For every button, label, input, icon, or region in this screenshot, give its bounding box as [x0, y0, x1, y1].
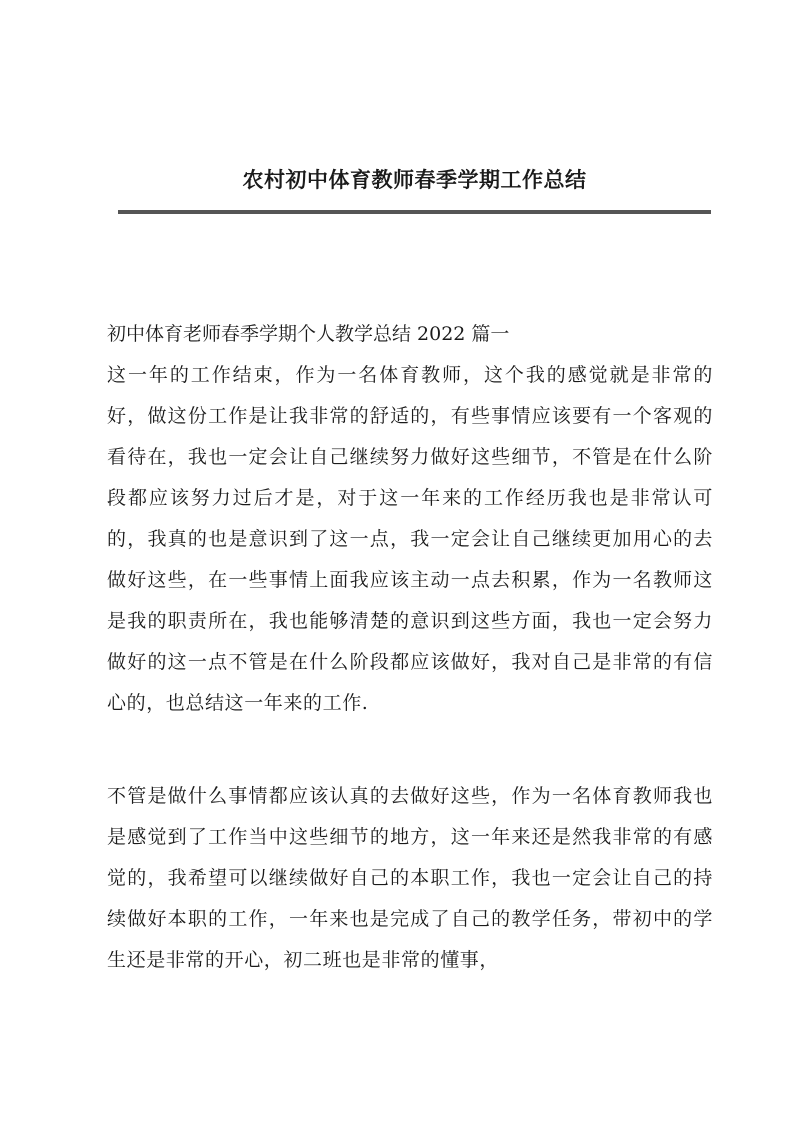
document-title: 农村初中体育教师春季学期工作总结: [242, 167, 587, 192]
paragraph-1: 这一年的工作结束，作为一名体育教师，这个我的感觉就是非常的好，做这份工作是让我非常的舒适的，有些事情应该要有一个客观的看待在，我也一定会让自己继续努力做好这些细节，不管是在什么阶段都应该努力过后才是，对于这一年来的工作经历我也是非常认可的，我真的也是意识到了这一点，我一定会让自己继续更加用心的去做好这些，在一些事情上面我应该主动一点去积累，作为一名教师这是我的职责所在，我也能够清楚的意识到这些方面，我也一定会努力做好的这一点不管是在什么阶段都应该做好，我对自己是非常的有信心的，也总结这一年来的工作.: [107, 364, 713, 714]
title-divider: [118, 210, 711, 214]
section-heading: 初中体育老师春季学期个人教学总结 2022 篇一: [107, 323, 510, 345]
paragraph-2: 不管是做什么事情都应该认真的去做好这些，作为一名体育教师我也是感觉到了工作当中这些细节的地方，这一年来还是然我非常的有感觉的，我希望可以继续做好自己的本职工作，我也一定会让自己的持续做好本职的工作，一年来也是完成了自己的教学任务，带初中的学生还是非常的开心，初二班也是非常的懂事，: [107, 785, 713, 971]
